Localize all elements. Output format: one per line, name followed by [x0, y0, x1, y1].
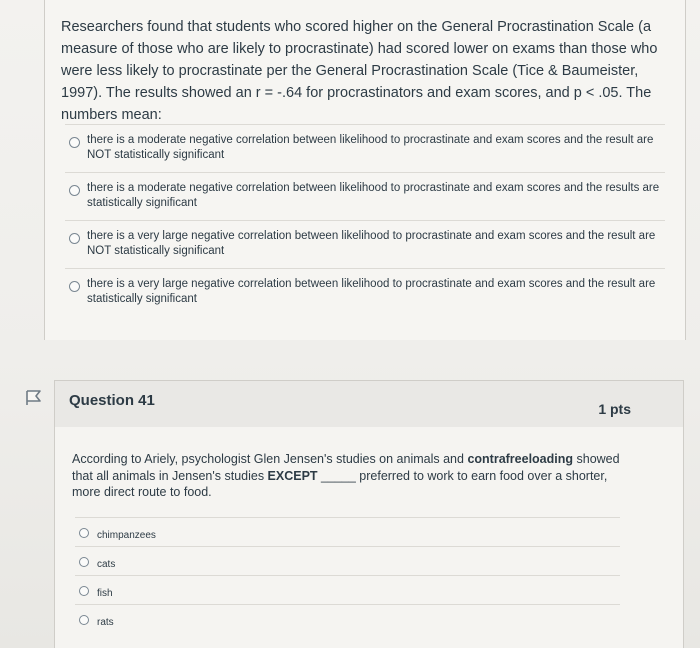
- answer-label: cats: [97, 559, 116, 570]
- answer-option-1[interactable]: [65, 124, 665, 172]
- answer-label: rats: [97, 617, 114, 628]
- question-text: Researchers found that students who scored higher on the General Procrastination Scale (a measure of those who are likely to procrastinate) had scored lower on exams than those who were less likely to procrastinate per the General Procrastination Scale (Tice & Baumeister, 1997). The results showed an r = -.64 for procrastinators and exam scores, and p < .05. The numbers mean:: [61, 19, 658, 123]
- answer-label: there is a very large negative correlation between likelihood to procrastinate and exam scores and the result are statistically significant: [87, 278, 656, 305]
- radio-button[interactable]: [69, 137, 80, 148]
- answer-option-fish[interactable]: [75, 575, 620, 604]
- question-text-part: preferred to work to earn food over a shorter, more direct route to food.: [72, 468, 608, 499]
- answer-option-2[interactable]: [65, 172, 665, 220]
- radio-button[interactable]: [79, 615, 89, 625]
- question-title: Question 41: [69, 392, 155, 409]
- radio-button[interactable]: [69, 281, 80, 292]
- answer-label: there is a moderate negative correlation between likelihood to procrastinate and exam scores and the result are NOT statistically significant: [87, 134, 654, 161]
- question-blank: _____: [317, 468, 360, 483]
- radio-button[interactable]: [79, 528, 89, 538]
- question-text: [72, 451, 632, 501]
- radio-button[interactable]: [79, 586, 89, 596]
- question-text-part: According to Ariely, psychologist Glen Jensen's studies on animals and: [72, 452, 468, 466]
- answer-label: there is a moderate negative correlation between likelihood to procrastinate and exam scores and the results are statistically significant: [87, 182, 660, 209]
- answer-option-3[interactable]: [65, 220, 665, 268]
- flag-icon[interactable]: [24, 389, 44, 407]
- question-text-part: showed that all animals in Jensen's studies: [72, 452, 620, 483]
- question-body: [54, 427, 684, 648]
- answer-list: [75, 517, 620, 633]
- answer-label: there is a very large negative correlation between likelihood to procrastinate and exam scores and the result are NOT statistically significant: [87, 230, 656, 257]
- answer-label: fish: [97, 588, 113, 599]
- radio-button[interactable]: [79, 557, 89, 567]
- answer-option-4[interactable]: [65, 268, 665, 316]
- radio-button[interactable]: [69, 233, 80, 244]
- question-text-bold: EXCEPT: [267, 468, 318, 483]
- question-points: 1 pts: [598, 401, 631, 417]
- question-text-bold: contrafreeloading: [467, 452, 574, 466]
- previous-question-body: [44, 0, 686, 340]
- answer-list: [65, 124, 665, 316]
- question-header: [54, 380, 684, 428]
- radio-button[interactable]: [69, 185, 80, 196]
- answer-label: chimpanzees: [97, 530, 156, 541]
- answer-option-cats[interactable]: [75, 546, 620, 575]
- answer-option-chimpanzees[interactable]: [75, 517, 620, 546]
- answer-option-rats[interactable]: [75, 604, 620, 633]
